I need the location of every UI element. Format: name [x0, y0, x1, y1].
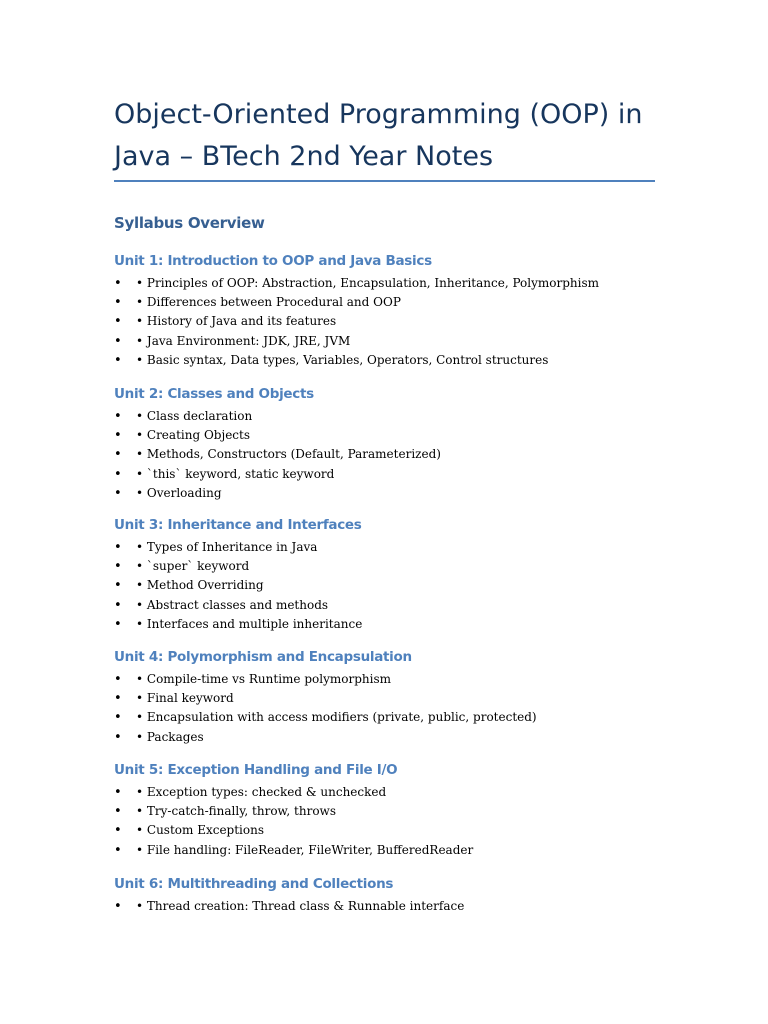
unit-topic-list: [114, 783, 674, 860]
list-item: [114, 351, 674, 370]
list-item-text: • Java Environment: JDK, JRE, JVM: [136, 333, 351, 348]
list-item: [114, 538, 674, 557]
bullet-icon: •: [114, 559, 122, 575]
unit-section: [114, 514, 674, 634]
bullet-icon: •: [114, 447, 122, 463]
list-item-text: • Creating Objects: [136, 428, 250, 443]
list-item: [114, 407, 674, 426]
list-item-text: • `super` keyword: [136, 559, 250, 574]
unit-section: [114, 383, 674, 503]
bullet-icon: •: [114, 333, 122, 349]
list-item: [114, 465, 674, 484]
list-item: [114, 708, 674, 727]
list-item-text: • Abstract classes and methods: [136, 597, 329, 612]
list-item: [114, 332, 674, 351]
list-item-text: • History of Java and its features: [136, 314, 337, 329]
list-item-text: • Encapsulation with access modifiers (private, public, protected): [136, 710, 537, 725]
list-item-text: • Class declaration: [136, 409, 253, 423]
unit-heading: Unit 6: Multithreading and Collections: [114, 876, 394, 892]
list-item: [114, 274, 674, 293]
list-item: [114, 728, 674, 747]
bullet-icon: •: [114, 597, 122, 613]
list-item-text: • `this` keyword, static keyword: [136, 466, 335, 481]
list-item: [114, 557, 674, 576]
bullet-icon: •: [114, 466, 122, 482]
bullet-icon: •: [114, 578, 122, 594]
unit-topic-list: [114, 407, 674, 503]
bullet-icon: •: [114, 485, 122, 501]
bullet-icon: •: [114, 823, 122, 839]
bullet-icon: •: [114, 785, 122, 800]
list-item-text: • Try-catch-finally, throw, throws: [136, 804, 336, 819]
list-item: [114, 596, 674, 615]
bullet-icon: •: [114, 710, 122, 726]
list-item-text: • Exception types: checked & unchecked: [136, 785, 387, 799]
unit-heading: Unit 5: Exception Handling and File I/O: [114, 762, 398, 778]
list-item-text: • Types of Inheritance in Java: [136, 540, 318, 554]
list-item-text: • Interfaces and multiple inheritance: [136, 616, 363, 631]
bullet-icon: •: [114, 314, 122, 330]
list-item-text: • Differences between Procedural and OOP: [136, 295, 401, 310]
unit-heading: Unit 2: Classes and Objects: [114, 386, 314, 402]
list-item: [114, 576, 674, 595]
list-item-text: • Custom Exceptions: [136, 823, 265, 838]
bullet-icon: •: [114, 428, 122, 444]
list-item-text: • Overloading: [136, 485, 222, 500]
unit-topic-list: [114, 538, 674, 634]
bullet-icon: •: [114, 409, 122, 424]
list-item: [114, 897, 674, 916]
bullet-icon: •: [114, 352, 122, 368]
unit-topic-list: [114, 670, 674, 747]
unit-heading: Unit 3: Inheritance and Interfaces: [114, 517, 362, 533]
list-item-text: • Methods, Constructors (Default, Parameterized): [136, 447, 441, 462]
list-item-text: • Packages: [136, 729, 204, 744]
bullet-icon: •: [114, 842, 122, 858]
bullet-icon: •: [114, 540, 122, 555]
bullet-icon: •: [114, 295, 122, 311]
bullet-icon: •: [114, 276, 122, 291]
list-item: [114, 670, 674, 689]
bullet-icon: •: [114, 616, 122, 632]
list-item-text: • Method Overriding: [136, 578, 264, 593]
list-item-text: • Thread creation: Thread class & Runnable interface: [136, 899, 465, 913]
list-item-text: • File handling: FileReader, FileWriter, BufferedReader: [136, 842, 474, 857]
unit-topic-list: [114, 274, 674, 370]
title-divider: [114, 180, 655, 182]
list-item-text: • Final keyword: [136, 691, 234, 706]
list-item: [114, 293, 674, 312]
list-item: [114, 783, 674, 802]
bullet-icon: •: [114, 899, 122, 914]
bullet-icon: •: [114, 804, 122, 820]
document-title: Object-Oriented Programming (OOP) in Java – BTech 2nd Year Notes: [114, 99, 643, 172]
list-item-text: • Principles of OOP: Abstraction, Encapsulation, Inheritance, Polymorphism: [136, 276, 600, 290]
unit-section: [114, 759, 674, 860]
unit-section: [114, 250, 674, 370]
bullet-icon: •: [114, 729, 122, 745]
list-item: [114, 689, 674, 708]
list-item-text: • Basic syntax, Data types, Variables, Operators, Control structures: [136, 352, 549, 367]
unit-section: [114, 873, 674, 916]
bullet-icon: •: [114, 691, 122, 707]
list-item: [114, 484, 674, 503]
list-item: [114, 312, 674, 331]
bullet-icon: •: [114, 672, 122, 687]
list-item: [114, 426, 674, 445]
list-item: [114, 445, 674, 464]
list-item: [114, 802, 674, 821]
list-item: [114, 821, 674, 840]
section-heading: Syllabus Overview: [114, 214, 265, 232]
unit-heading: Unit 4: Polymorphism and Encapsulation: [114, 649, 412, 665]
list-item: [114, 615, 674, 634]
list-item-text: • Compile-time vs Runtime polymorphism: [136, 672, 391, 686]
unit-heading: Unit 1: Introduction to OOP and Java Basics: [114, 253, 432, 269]
unit-section: [114, 646, 674, 747]
list-item: [114, 841, 674, 860]
unit-topic-list: [114, 897, 674, 916]
